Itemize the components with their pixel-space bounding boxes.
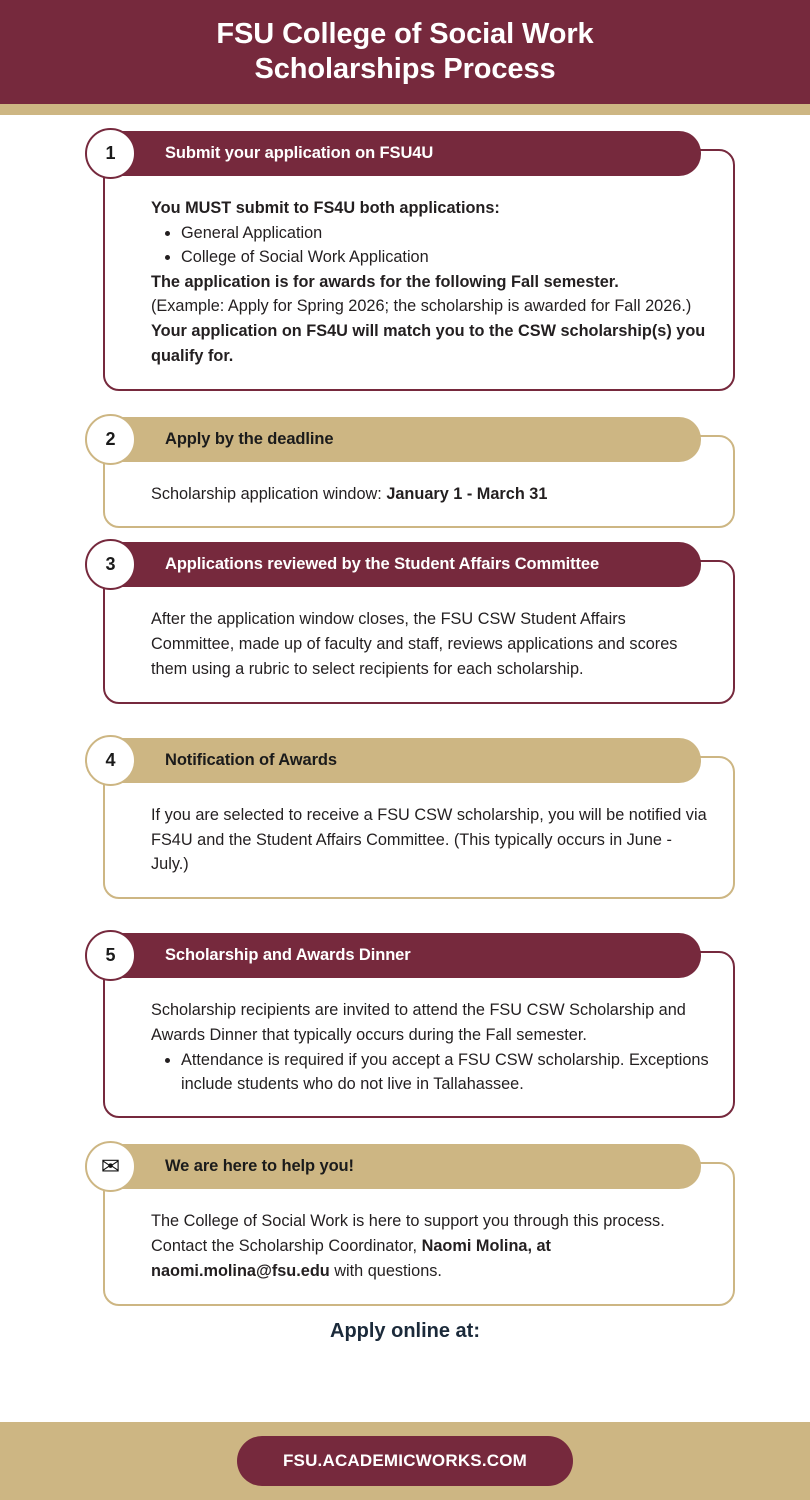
apply-website-button[interactable]: FSU.ACADEMICWORKS.COM xyxy=(237,1436,573,1486)
page-header xyxy=(0,0,810,104)
step-2-text-prefix: Scholarship application window: xyxy=(151,484,387,503)
step-4-body xyxy=(103,783,735,899)
help-text xyxy=(151,1209,709,1283)
list-item: • Attendance is required if you accept a FSU CSW scholarship. Exceptions include students who do not live in Tallahassee. xyxy=(181,1048,709,1097)
step-1-header-bar xyxy=(93,131,701,176)
spacer xyxy=(0,1118,810,1144)
step-3 xyxy=(75,542,735,703)
help-section xyxy=(75,1144,735,1305)
step-1-title: Submit your application on FSU4U xyxy=(165,144,434,162)
step-3-title: Applications reviewed by the Student Affairs Committee xyxy=(165,555,600,574)
step-4-paragraph: If you are selected to receive a FSU CSW scholarship, you will be notified via FS4U and the Student Affairs Committee. (This typically occurs in June - July.) xyxy=(151,805,707,874)
page-title-line2: Scholarships Process xyxy=(254,53,556,85)
page-title-line1: FSU College of Social Work xyxy=(216,17,594,50)
step-4-header-bar xyxy=(93,738,701,783)
help-text-part2: with questions. xyxy=(329,1262,442,1280)
list-item: • College of Social Work Application xyxy=(181,245,709,269)
spacer xyxy=(0,704,810,738)
step-5-number-badge xyxy=(85,930,136,981)
step-5-number: 5 xyxy=(105,945,116,966)
step-1-lead-text: You MUST submit to FS4U both applications: xyxy=(151,199,500,217)
step-1-line4: Your application on FS4U will match you to the CSW scholarship(s) you qualify for. xyxy=(151,322,706,365)
list-item: • General Application xyxy=(181,221,709,245)
step-2-header-bar xyxy=(93,417,701,462)
step-4 xyxy=(75,738,735,899)
step-2-number: 2 xyxy=(105,428,116,449)
help-contact: Naomi Molina, at naomi.molina@fsu.edu xyxy=(151,1237,551,1280)
step-5 xyxy=(75,933,735,1118)
step-4-number-badge xyxy=(85,735,136,786)
step-2-title: Apply by the deadline xyxy=(165,429,334,448)
help-title: We are here to help you! xyxy=(165,1157,354,1176)
step-1-line2: The application is for awards for the following Fall semester. xyxy=(151,272,619,291)
step-3-body xyxy=(103,587,735,703)
spacer xyxy=(0,899,810,933)
envelope-icon: ✉ xyxy=(100,1153,121,1180)
step-3-paragraph: After the application window closes, the FSU CSW Student Affairs Committee, made up of faculty and staff, reviews applications and scores them using a rubric to select recipients for each scholarship. xyxy=(151,610,678,678)
spacer xyxy=(0,528,810,542)
step-2-deadline: January 1 - March 31 xyxy=(386,484,548,503)
help-body xyxy=(103,1189,735,1305)
step-5-body xyxy=(103,978,735,1118)
step-2-body xyxy=(103,462,735,529)
step-4-number: 4 xyxy=(105,749,116,770)
spacer xyxy=(0,391,810,417)
step-5-bullet-list xyxy=(151,1048,709,1097)
apply-online-label: Apply online at: xyxy=(330,1319,480,1342)
footer-bar xyxy=(0,1422,810,1500)
step-1-number-badge xyxy=(85,128,136,179)
help-text-part1: The College of Social Work is here to support you through this process. Contact the Scholarship Coordinator, xyxy=(151,1212,665,1256)
step-2-text xyxy=(151,482,709,507)
step-5-header-bar xyxy=(93,933,701,978)
step-1-line3: (Example: Apply for Spring 2026; the scholarship is awarded for Fall 2026.) xyxy=(151,297,692,316)
step-2-number-badge xyxy=(85,414,136,465)
step-1 xyxy=(75,131,735,391)
header-accent-rule xyxy=(0,104,810,115)
help-header-bar xyxy=(93,1144,701,1189)
step-2 xyxy=(75,417,735,529)
step-5-paragraph: Scholarship recipients are invited to attend the FSU CSW Scholarship and Awards Dinner that typically occurs during the Fall semester. xyxy=(151,1001,686,1044)
page-title xyxy=(216,17,593,88)
step-4-title: Notification of Awards xyxy=(165,750,337,769)
step-3-number: 3 xyxy=(105,554,116,575)
step-5-title: Scholarship and Awards Dinner xyxy=(165,946,411,965)
step-1-body xyxy=(103,176,735,391)
step-1-number: 1 xyxy=(105,143,116,163)
steps-container xyxy=(0,115,810,1355)
step-3-header-bar xyxy=(93,542,701,587)
step-1-bullet-list xyxy=(151,221,709,270)
